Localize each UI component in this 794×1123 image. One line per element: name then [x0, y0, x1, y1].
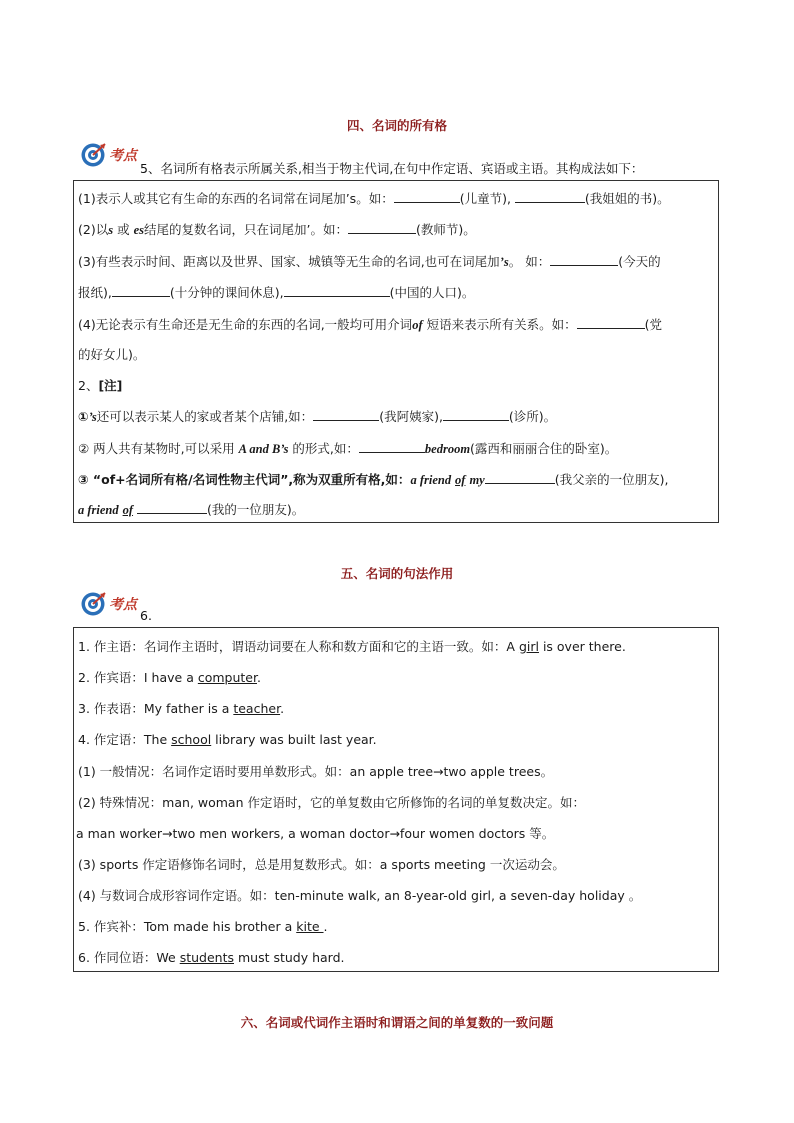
syntax-row-11: 6. 作同位语：We students must study hard.: [78, 950, 345, 965]
target-icon: [80, 142, 108, 168]
syntax-row-5: (1) 一般情况：名词作定语时要用单数形式。如：an apple tree→two apple trees。: [78, 764, 554, 779]
kaodian-badge-1: [80, 142, 137, 168]
note-3: ③ “of+名词所有格/名词性物主代词”,称为双重所有格,如：a friend of my (我父亲的一位朋友),: [78, 472, 669, 487]
note-3-cont: a friend of (我的一位朋友)。: [78, 502, 305, 517]
section4-box: [73, 180, 719, 523]
syntax-row-4: 4. 作定语：The school library was built last year.: [78, 732, 377, 747]
possessive-rule-1: (1)表示人或其它有生命的东西的名词常在词尾加’s。如： (儿童节), (我姐姐的书)。: [78, 191, 670, 206]
note-1: ①’s还可以表示某人的家或者某个店铺,如： (我阿姨家), (诊所)。: [78, 409, 557, 424]
kaodian-badge-2: [80, 591, 137, 617]
section5-box: [73, 627, 719, 972]
section5-desc: 6.: [140, 608, 152, 623]
syntax-row-8: (3) sports 作定语修饰名词时，总是用复数形式。如：a sports meeting 一次运动会。: [78, 857, 565, 872]
section4-desc: 5、名词所有格表示所属关系,相当于物主代词,在句中作定语、宾语或主语。其构成法如下：: [140, 161, 644, 176]
kaodian-label: 考点: [109, 597, 137, 613]
possessive-rule-4: (4)无论表示有生命还是无生命的东西的名词,一般均可用介词of 短语来表示所有关系。如： (党: [78, 317, 662, 332]
section5-heading: 五、名词的句法作用: [340, 566, 454, 581]
syntax-row-9: (4) 与数词合成形容词作定语。如：ten-minute walk, an 8-year-old girl, a seven-day holiday 。: [78, 888, 642, 903]
possessive-rule-3-cont: 报纸), (十分钟的课间休息), (中国的人口)。: [78, 285, 475, 300]
syntax-row-6: (2) 特殊情况：man, woman 作定语时，它的单复数由它所修饰的名词的单复数决定。如：: [78, 795, 585, 810]
syntax-row-7: a man worker→two men workers, a woman doctor→four women doctors 等。: [76, 826, 555, 841]
section4-heading: 四、名词的所有格: [346, 118, 447, 133]
possessive-rule-4-cont: 的好女儿)。: [78, 347, 146, 362]
target-icon: [80, 591, 108, 617]
note-heading: 2、[注]: [78, 378, 123, 393]
possessive-rule-3: (3)有些表示时间、距离以及世界、国家、城镇等无生命的名词,也可在词尾加’s。 如： (今天的: [78, 254, 661, 269]
syntax-row-3: 3. 作表语：My father is a teacher.: [78, 701, 285, 716]
syntax-row-1: 1. 作主语：名词作主语时，谓语动词要在人称和数方面和它的主语一致。如：A girl is over there.: [78, 639, 626, 654]
note-2: ② 两人共有某物时,可以采用 A and B’s 的形式,如： bedroom(露西和丽丽合住的卧室)。: [78, 441, 618, 456]
syntax-row-2: 2. 作宾语：I have a computer.: [78, 670, 261, 685]
syntax-row-10: 5. 作宾补：Tom made his brother a kite .: [78, 919, 328, 934]
section6-heading: 六、名词或代词作主语时和谓语之间的单复数的一致问题: [240, 1015, 554, 1030]
possessive-rule-2: (2)以s 或 es结尾的复数名词，只在词尾加’。如： (教师节)。: [78, 222, 476, 237]
kaodian-label: 考点: [109, 148, 137, 164]
